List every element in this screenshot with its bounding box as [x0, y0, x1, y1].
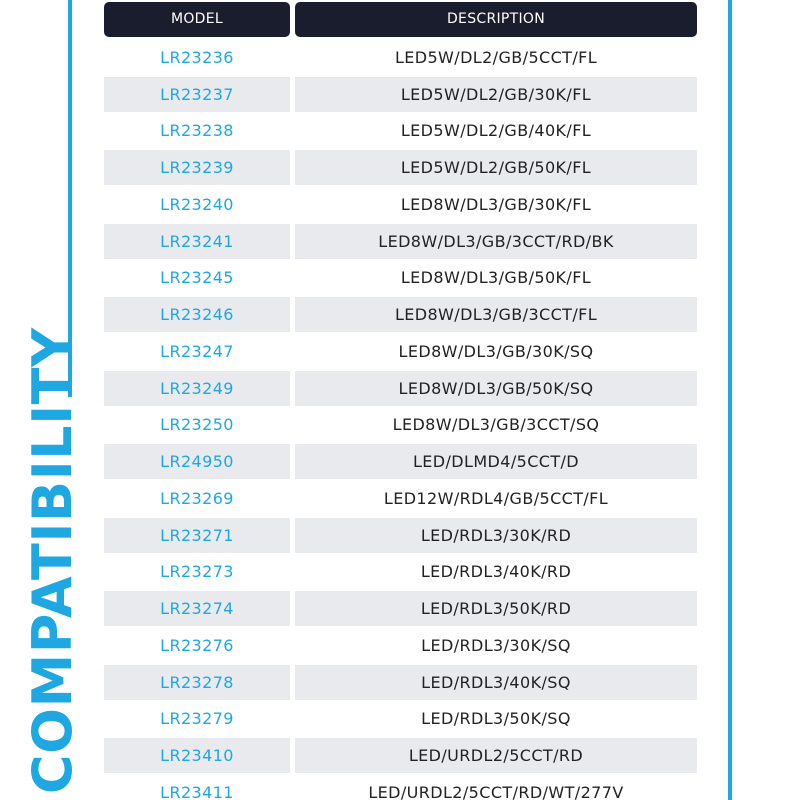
table-row — [104, 407, 697, 444]
model-cell: LR23274 — [104, 591, 290, 626]
description-cell: LED5W/DL2/GB/50K/FL — [295, 150, 697, 185]
table-header — [104, 2, 697, 37]
table-row — [104, 149, 697, 186]
description-cell: LED8W/DL3/GB/3CCT/SQ — [392, 415, 600, 435]
description-cell: LED5W/DL2/GB/30K/FL — [295, 77, 697, 112]
table-row — [104, 370, 697, 407]
description-cell: LED8W/DL3/GB/30K/FL — [400, 194, 592, 214]
table-row — [104, 774, 697, 800]
description-cell: LED8W/DL3/GB/30K/SQ — [398, 341, 594, 361]
model-cell: LR23249 — [104, 371, 290, 406]
table-row — [104, 701, 697, 738]
model-cell: LR23238 — [160, 121, 234, 141]
model-cell: LR23279 — [160, 709, 234, 729]
table-row — [104, 113, 697, 150]
model-cell: LR23241 — [104, 224, 290, 259]
description-cell: LED/RDL3/40K/SQ — [295, 665, 697, 700]
description-cell: LED/RDL3/50K/RD — [295, 591, 697, 626]
table-row — [104, 737, 697, 774]
model-cell: LR23247 — [160, 341, 234, 361]
description-cell: LED5W/DL2/GB/40K/FL — [400, 121, 592, 141]
table-row — [104, 296, 697, 333]
table-row — [104, 590, 697, 627]
compatibility-table — [104, 2, 697, 800]
model-cell: LR23237 — [104, 77, 290, 112]
table-body — [104, 39, 697, 800]
model-cell: LR23273 — [160, 562, 234, 582]
table-row — [104, 260, 697, 297]
model-cell: LR23411 — [160, 782, 234, 800]
model-cell: LR23276 — [160, 635, 234, 655]
description-cell: LED8W/DL3/GB/50K/FL — [400, 268, 592, 288]
table-row — [104, 554, 697, 591]
model-cell: LR23236 — [160, 47, 234, 67]
table-row — [104, 480, 697, 517]
table-row — [104, 627, 697, 664]
description-cell: LED/RDL3/50K/SQ — [421, 709, 571, 729]
description-cell: LED5W/DL2/GB/5CCT/FL — [394, 47, 598, 67]
description-cell: LED/RDL3/40K/RD — [420, 562, 572, 582]
description-cell: LED8W/DL3/GB/3CCT/FL — [295, 297, 697, 332]
model-cell: LR23278 — [104, 665, 290, 700]
description-cell: LED8W/DL3/GB/3CCT/RD/BK — [295, 224, 697, 259]
side-title: COMPATIBILITY — [21, 327, 84, 794]
model-cell: LR23410 — [104, 738, 290, 773]
table-row — [104, 223, 697, 260]
column-header-description: DESCRIPTION — [295, 2, 697, 37]
model-cell: LR23246 — [104, 297, 290, 332]
accent-line-right — [728, 0, 732, 800]
model-cell: LR23240 — [160, 194, 234, 214]
model-cell: LR24950 — [104, 444, 290, 479]
table-row — [104, 664, 697, 701]
model-cell: LR23250 — [160, 415, 234, 435]
column-header-model: MODEL — [104, 2, 290, 37]
description-cell: LED/URDL2/5CCT/RD — [295, 738, 697, 773]
description-cell: LED12W/RDL4/GB/5CCT/FL — [383, 488, 609, 508]
description-cell: LED/URDL2/5CCT/RD/WT/277V — [368, 782, 624, 800]
model-cell: LR23239 — [104, 150, 290, 185]
table-row — [104, 186, 697, 223]
table-row — [104, 333, 697, 370]
table-row — [104, 443, 697, 480]
description-cell: LED8W/DL3/GB/50K/SQ — [295, 371, 697, 406]
description-cell: LED/DLMD4/5CCT/D — [295, 444, 697, 479]
model-cell: LR23269 — [160, 488, 234, 508]
model-cell: LR23271 — [104, 518, 290, 553]
table-row — [104, 517, 697, 554]
model-cell: LR23245 — [160, 268, 234, 288]
description-cell: LED/RDL3/30K/SQ — [421, 635, 571, 655]
description-cell: LED/RDL3/30K/RD — [295, 518, 697, 553]
table-row — [104, 76, 697, 113]
table-row — [104, 39, 697, 76]
